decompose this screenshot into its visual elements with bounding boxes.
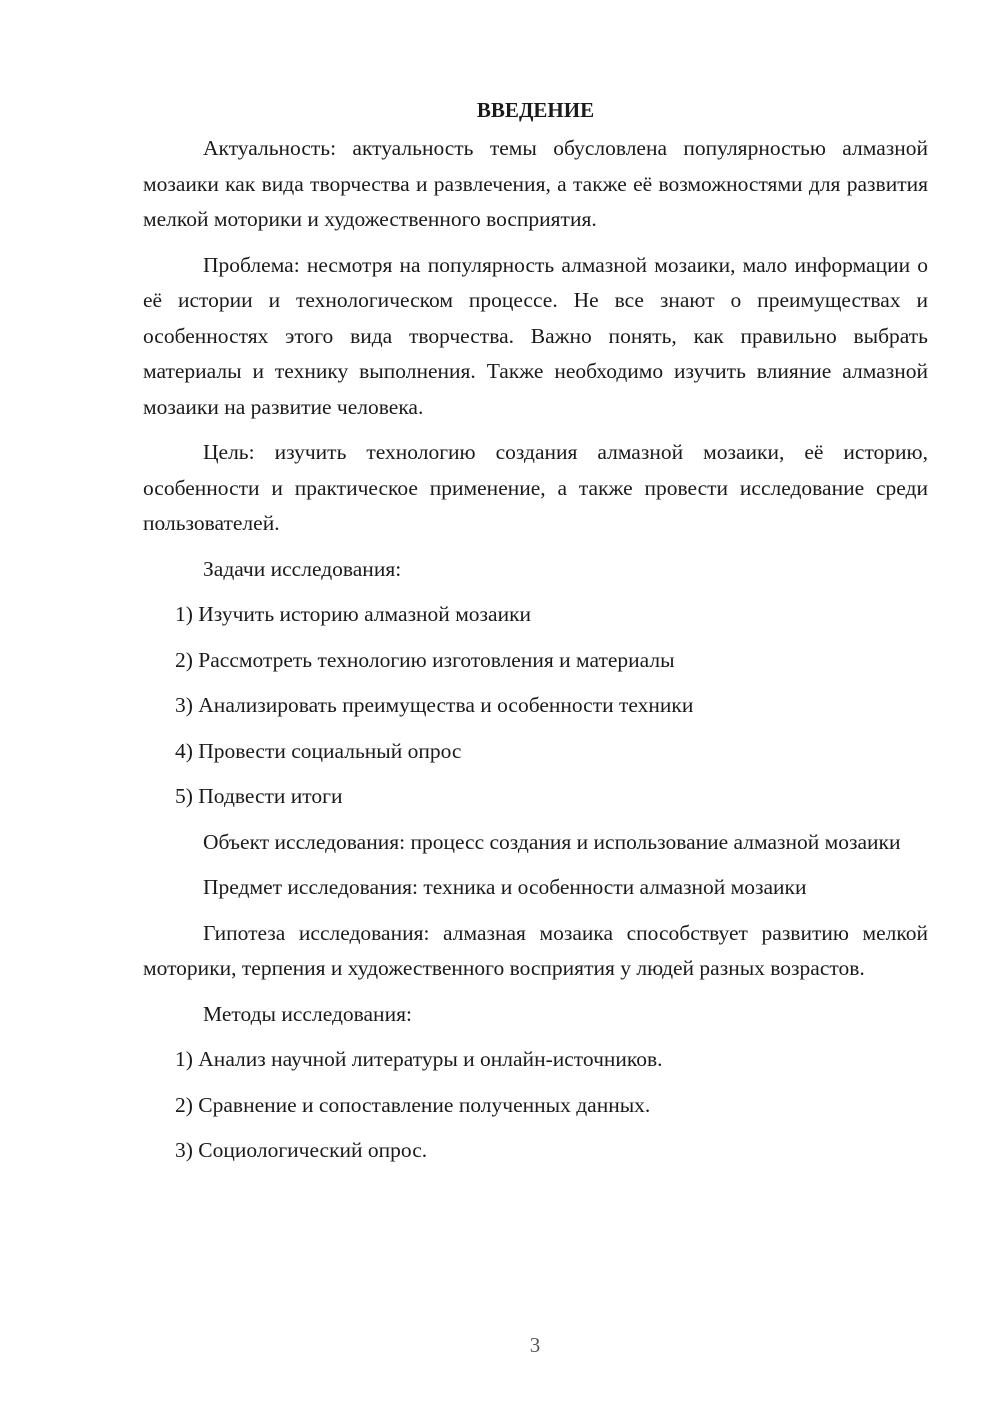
hypothesis-paragraph: Гипотеза исследования: алмазная мозаика способствует развитию мелкой моторики, терпения и художественного восприятия у людей разных возрастов. <box>143 920 928 980</box>
object-paragraph: Объект исследования: процесс создания и использование алмазной мозаики <box>203 829 901 854</box>
list-item: 5) Подвести итоги <box>175 784 343 808</box>
list-item: 2) Рассмотреть технологию изготовления и материалы <box>175 647 675 672</box>
problem-paragraph: Проблема: несмотря на популярность алмазной мозаики, мало информации о её истории и технологическом процессе. Не все знают о преимуществах и особенностях этого вида творчества. Важно понять, как правильно выбрать материалы и технику выполнения. Также необходимо изучить влияние алмазной мозаики на развитие человека. <box>143 252 928 419</box>
page-title: ВВЕДЕНИЕ <box>476 98 595 122</box>
relevance-paragraph: Актуальность: актуальность темы обусловлена популярностью алмазной мозаики как вида творчества и развлечения, а также её возможностями для развития мелкой моторики и художественного восприятия. <box>143 136 928 231</box>
list-item: 3) Социологический опрос. <box>175 1138 428 1162</box>
list-item: 1) Изучить историю алмазной мозаики <box>175 602 532 626</box>
list-item: 2) Сравнение и сопоставление полученных данных. <box>175 1092 651 1117</box>
list-item: 1) Анализ научной литературы и онлайн-источников. <box>175 1047 663 1071</box>
tasks-label: Задачи исследования: <box>203 556 402 581</box>
list-item: 3) Анализировать преимущества и особенности техники <box>175 693 694 717</box>
subject-paragraph: Предмет исследования: техника и особенности алмазной мозаики <box>203 875 807 899</box>
goal-paragraph: Цель: изучить технологию создания алмазной мозаики, её историю, особенности и практическое применение, а также провести исследование среди пользователей. <box>143 440 928 535</box>
list-item: 4) Провести социальный опрос <box>175 738 462 763</box>
methods-label: Методы исследования: <box>203 1001 412 1026</box>
methods-list <box>143 1042 928 1169</box>
tasks-list <box>143 597 928 815</box>
page-number: 3 <box>529 1333 541 1357</box>
document-page <box>143 93 928 1179</box>
